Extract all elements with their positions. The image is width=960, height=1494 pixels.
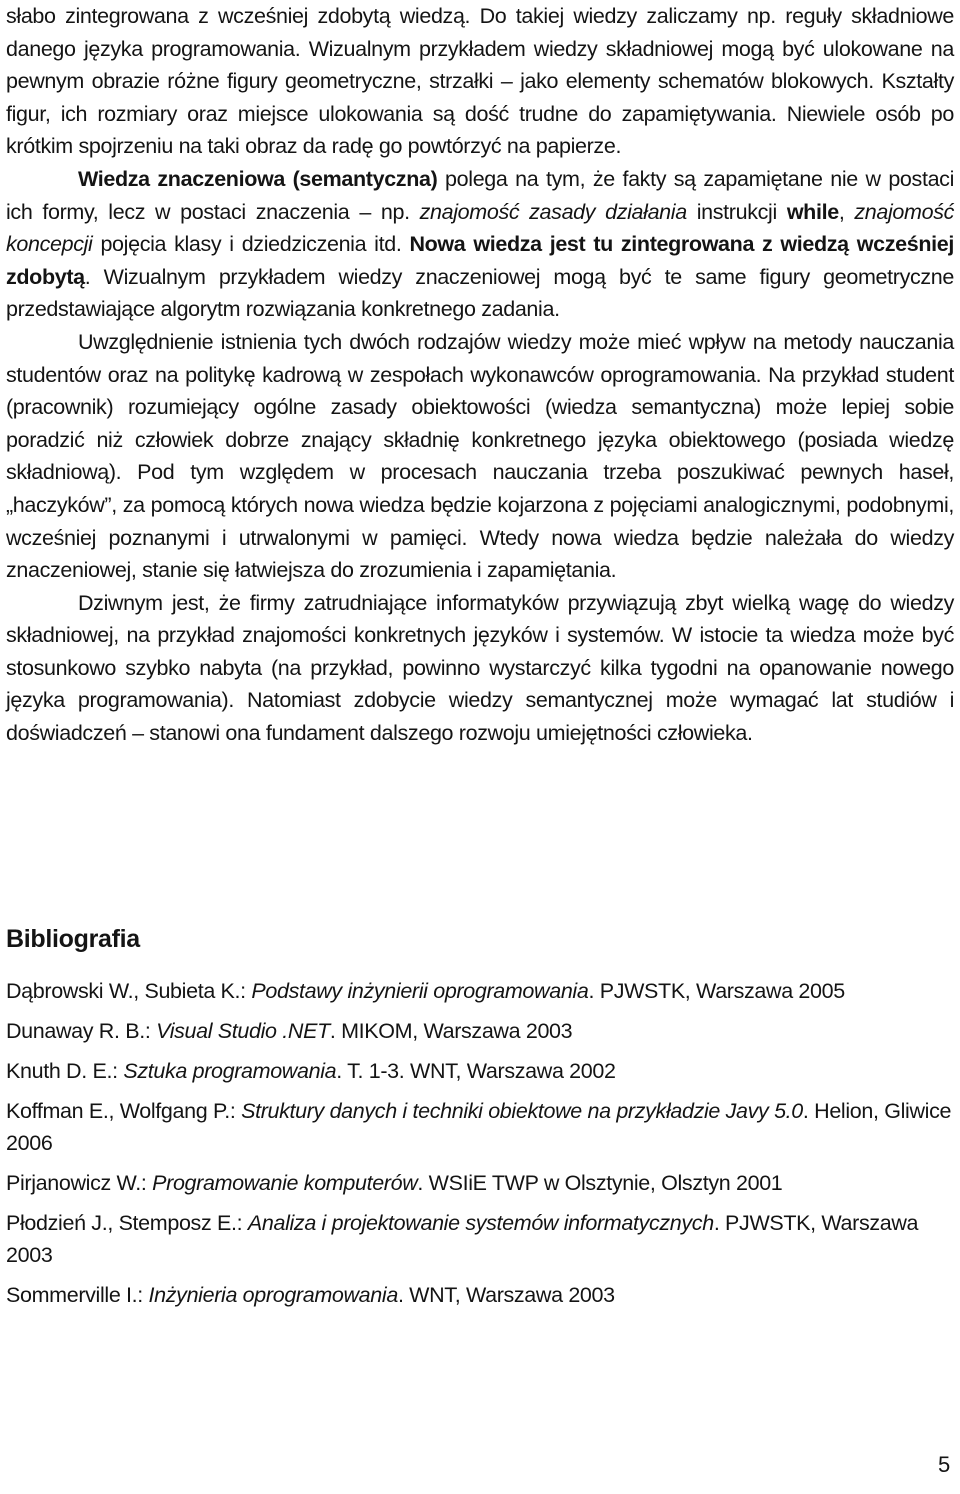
text-run: Knuth D. E.:: [6, 1059, 124, 1083]
italic-text-run: Podstawy inżynierii oprogramowania: [251, 979, 589, 1003]
text-run: polega na tym, że fakty są zapamiętane nie w postaci ich formy, lecz w postaci znaczenia – np.: [6, 166, 954, 224]
italic-text-run: znajomość koncepcji: [6, 199, 954, 257]
bibliography-entry: [6, 1279, 954, 1311]
text-run: Sommerville I.:: [6, 1283, 149, 1307]
text-run: Dunaway R. B.:: [6, 1019, 157, 1043]
text-run: . Wizualnym przykładem wiedzy znaczeniowej mogą być te same figury geometryczne przedstawiające algorytm rozwiązania konkretnego zadania.: [6, 264, 954, 322]
text-run: . PJWSTK, Warszawa 2005: [588, 979, 845, 1003]
italic-text-run: Visual Studio .NET: [156, 1019, 330, 1043]
text-run: . T. 1-3. WNT, Warszawa 2002: [336, 1059, 616, 1083]
italic-text-run: Sztuka programowania: [123, 1059, 337, 1083]
text-run: Płodzień J., Stemposz E.:: [6, 1211, 248, 1235]
paragraph-semantic-knowledge: [6, 163, 954, 326]
text-run: . MIKOM, Warszawa 2003: [329, 1019, 573, 1043]
italic-text-run: Analiza i projektowanie systemów informatycznych: [247, 1211, 714, 1235]
document-body: [6, 0, 954, 750]
italic-text-run: Programowanie komputerów: [152, 1171, 418, 1195]
text-run: Uwzględnienie istnienia tych dwóch rodzajów wiedzy może mieć wpływ na metody nauczania studentów oraz na politykę kadrową w zespołach wykonawców oprogramowania. Na przykład student (pracownik) rozumiejący ogólne zasady obiektowości (wiedza semantyczna) może lepiej sobie poradzić niż człowiek dobrze znający składnię konkretnego języka obiektowego (posiada wiedzę składniową). Pod tym względem w procesach nauczania trzeba poszukiwać pewnych haseł, „haczyków”, za pomocą których nowa wiedza będzie kojarzona z pojęciami analogicznymi, podobnymi, wcześniej poznanymi i utrwalonymi w pamięci. Wtedy nowa wiedza będzie należała do wiedzy znaczeniowej, stanie się łatwiejsza do zrozumienia i zapamiętania.: [6, 329, 954, 583]
text-run: . WNT, Warszawa 2003: [397, 1283, 615, 1307]
bibliography-entry: [6, 975, 954, 1007]
page-number: 5: [938, 1452, 951, 1477]
bold-text-run: Wiedza znaczeniowa (semantyczna): [78, 166, 438, 191]
bibliography-entry: [6, 1207, 954, 1271]
bibliography-heading: Bibliografia: [6, 925, 140, 953]
italic-text-run: Inżynieria oprogramowania: [148, 1283, 398, 1307]
text-run: ,: [838, 199, 855, 224]
text-run: Dąbrowski W., Subieta K.:: [6, 979, 252, 1003]
text-run: . WSIiE TWP w Olsztynie, Olsztyn 2001: [417, 1171, 783, 1195]
text-run: . PJWSTK, Warszawa 2003: [6, 1211, 919, 1267]
text-run: Pirjanowicz W.:: [6, 1171, 153, 1195]
text-run: instrukcji: [686, 199, 787, 224]
text-run: Dziwnym jest, że firmy zatrudniające informatyków przywiązują zbyt wielką wagę do wiedzy składniowej, na przykład znajomości konkretnych języków i systemów. W istocie ta wiedza może być stosunkowo szybko nabyta (na przykład, powinno wystarczyć kilka tygodni na opanowanie nowego języka programowania). Natomiast zdobycie wiedzy semantycznej może wymagać lat studiów i doświadczeń – stanowi ona fundament dalszego rozwoju umiejętności człowieka.: [6, 590, 954, 746]
italic-text-run: Struktury danych i techniki obiektowe na przykładzie Javy 5.0: [241, 1099, 803, 1123]
text-run: . Helion, Gliwice 2006: [6, 1099, 952, 1155]
bibliography-entry: [6, 1015, 954, 1047]
paragraph-syntactic-knowledge: [6, 0, 954, 163]
italic-text-run: znajomość zasady działania: [419, 199, 687, 224]
bibliography-entry: [6, 1095, 954, 1159]
bold-text-run: while: [786, 199, 839, 224]
bibliography-entry: [6, 1167, 954, 1199]
text-run: Koffman E., Wolfgang P.:: [6, 1099, 242, 1123]
paragraph-teaching-methods: [6, 326, 954, 587]
text-run: słabo zintegrowana z wcześniej zdobytą wiedzą. Do takiej wiedzy zaliczamy np. reguły składniowe danego języka programowania. Wizualnym przykładem wiedzy składniowej mogą być ulokowane na pewnym obrazie różne figury geometryczne, strzałki – jako elementy schematów blokowych. Kształty figur, ich rozmiary oraz miejsce ulokowania są dość trudne do zapamiętywania. Niewiele osób po krótkim spojrzeniu na taki obraz da radę go powtórzyć na papierze.: [6, 4, 954, 159]
bibliography-list: [6, 975, 954, 1319]
bold-text-run: Nowa wiedza jest tu zintegrowana z wiedzą wcześniej zdobytą: [6, 232, 954, 289]
bibliography-entry: [6, 1055, 954, 1087]
paragraph-hiring-practices: [6, 587, 954, 750]
text-run: pojęcia klasy i dziedziczenia itd.: [92, 232, 410, 257]
